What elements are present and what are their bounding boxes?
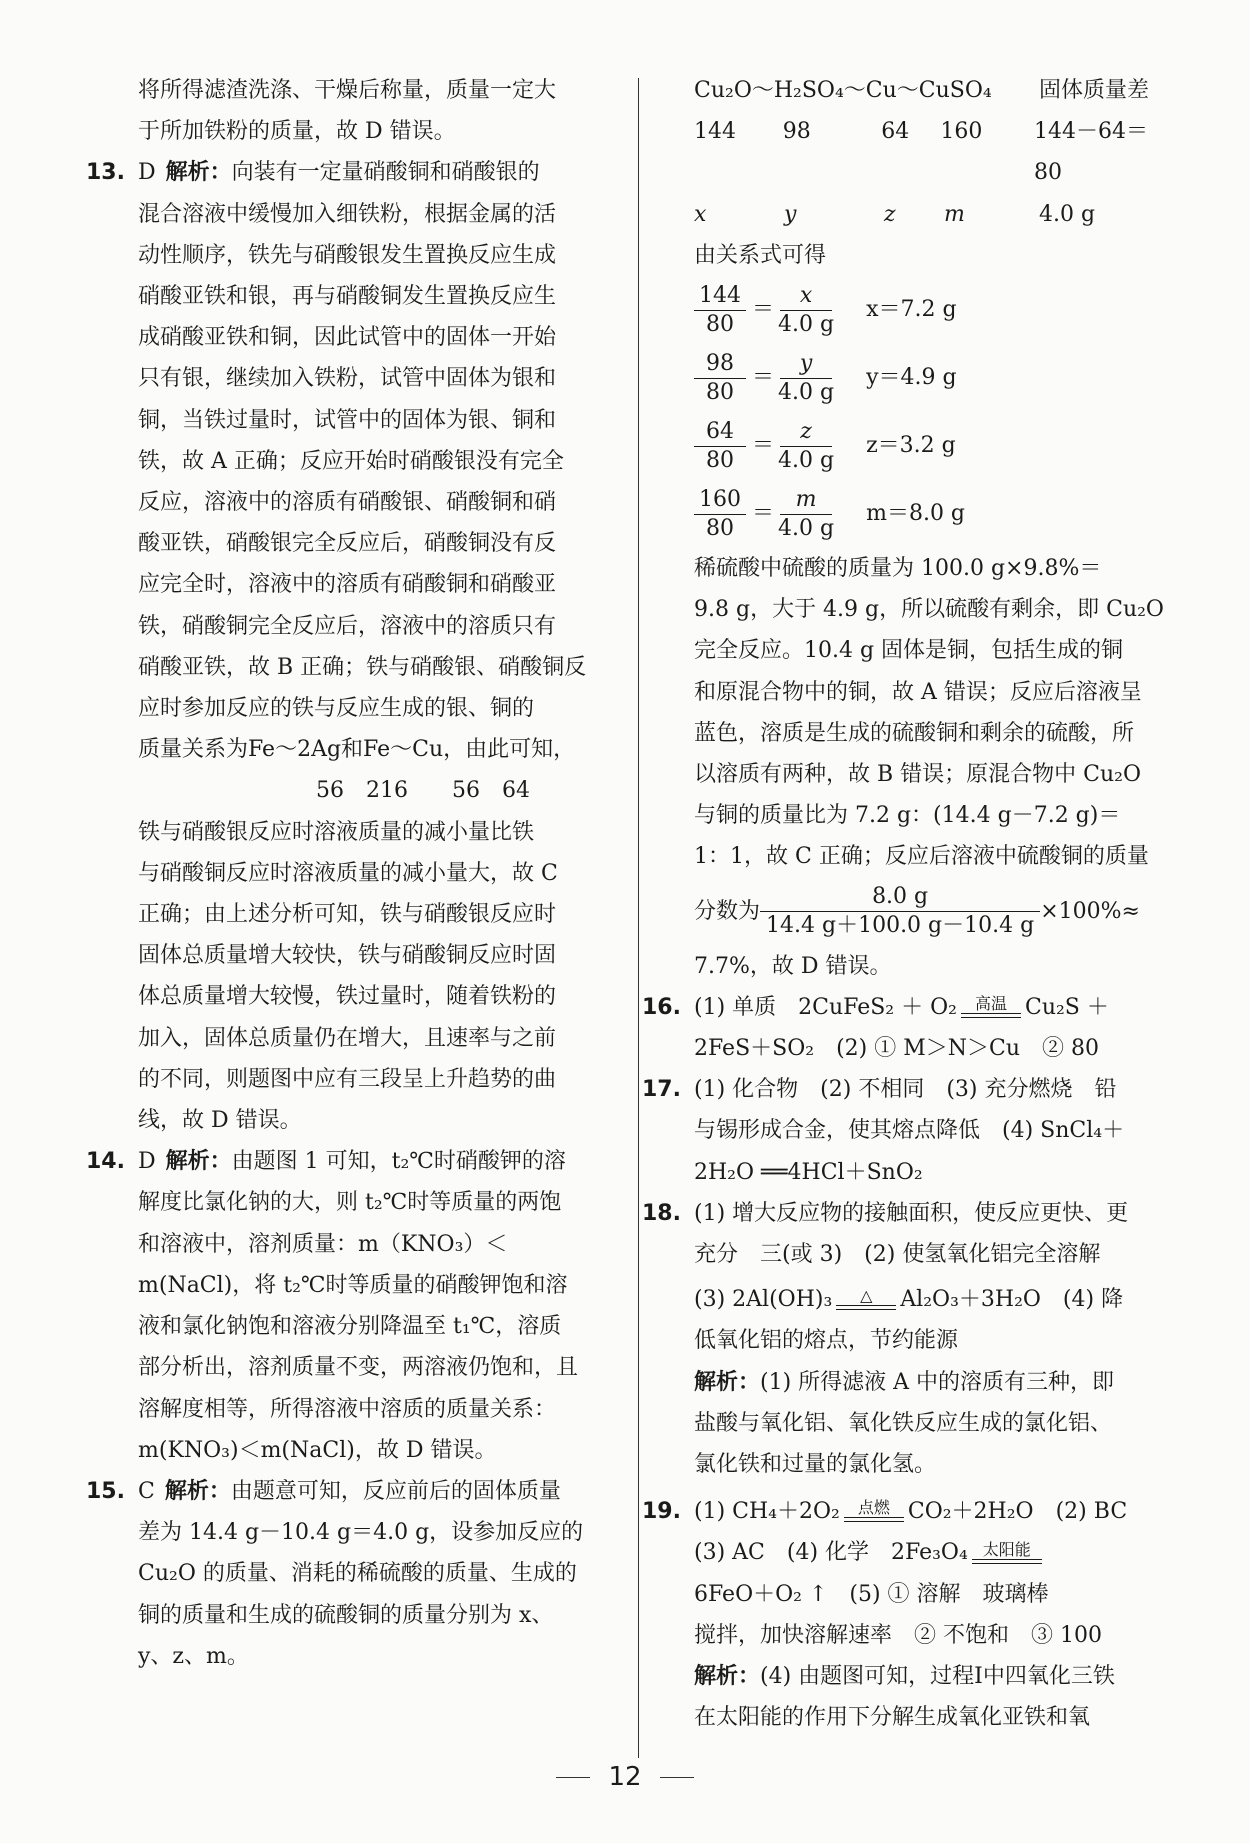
text-line: 于所加铁粉的质量，故 D 错误。 xyxy=(138,119,456,145)
text-line: 固体总质量增大较快，铁与硝酸铜反应时固 xyxy=(138,943,557,969)
text-line: 6FeO＋O₂ ↑ (5) ① 溶解 玻璃棒 xyxy=(694,1581,1049,1607)
footer-dash xyxy=(660,1777,694,1778)
text-line: 与锡形成合金，使其熔点降低 (4) SnCl₄＋ xyxy=(694,1118,1125,1144)
question-number: 16. xyxy=(642,994,681,1020)
frac-num: 160 xyxy=(694,486,746,515)
text-line: Al₂O₃＋3H₂O (4) 降 xyxy=(900,1287,1124,1313)
relation-value: 144 xyxy=(694,119,736,145)
text-line: (3) 2Al(OH)₃ xyxy=(694,1287,833,1313)
text-line: 7.7%，故 D 错误。 xyxy=(694,953,892,979)
frac-num: x xyxy=(780,282,832,311)
reaction-condition: △ xyxy=(860,1286,873,1306)
mass-numbers: 56 216 56 64 xyxy=(316,778,530,804)
relation-var: 4.0 g xyxy=(1039,201,1096,227)
equals-bar xyxy=(961,1013,1021,1018)
text-line: 应时参加反应的铁与反应生成的银、铜的 xyxy=(138,696,535,722)
analysis-label: 解析： xyxy=(165,160,232,186)
left-column xyxy=(86,70,608,1677)
relation-var: m xyxy=(944,201,965,227)
question-number: 15. xyxy=(86,1478,125,1504)
text-line: 以溶质有两种，故 B 错误；原混合物中 Cu₂O xyxy=(694,762,1142,788)
relation-var: x xyxy=(694,201,707,227)
frac-result: x＝7.2 g xyxy=(866,297,957,323)
frac-den: 80 xyxy=(706,515,734,541)
calc-den: 14.4 g＋100.0 g－10.4 g xyxy=(766,913,1035,939)
text-line: 溶解度相等，所得溶液中溶质的质量关系： xyxy=(138,1396,557,1422)
frac-result: m＝8.0 g xyxy=(866,501,966,527)
text-line: 稀硫酸中硫酸的质量为 100.0 g×9.8%＝ xyxy=(694,556,1102,582)
text-line: (3) AC (4) 化学 2Fe₃O₄ xyxy=(694,1540,968,1566)
text-line: 部分析出，溶剂质量不变，两溶液仍饱和，且 xyxy=(138,1355,579,1381)
question-16 xyxy=(642,987,1174,1069)
fraction-equation: $\frac{160}{80}$ ＝ $\frac{m}{4.0 g}$ m＝8.0 g xyxy=(694,480,1174,548)
text-line: 氯化铁和过量的氯化氢。 xyxy=(694,1452,937,1478)
column-divider xyxy=(638,78,639,1758)
answer-letter: C xyxy=(138,1478,155,1504)
text-line: 体总质量增大较慢，铁过量时，随着铁粉的 xyxy=(138,984,557,1010)
equals-bar xyxy=(836,1305,896,1310)
relation-value: 160 xyxy=(940,119,983,145)
fraction-equation: $\frac{64}{80}$ ＝ $\frac{z}{4.0 g}$ z＝3.2 g xyxy=(694,412,1174,480)
frac-num: 144 xyxy=(694,282,746,311)
frac-den: 4.0 g xyxy=(778,311,835,337)
text-line: 质量关系为Fe～2Ag和Fe～Cu，由此可知， xyxy=(138,737,576,763)
text-line: 和原混合物中的铜，故 A 错误；反应后溶液呈 xyxy=(694,679,1142,705)
analysis-label: 解析： xyxy=(694,1369,761,1395)
text-line: 动性顺序，铁先与硝酸银发生置换反应生成 xyxy=(138,242,557,268)
reaction-condition: 点燃 xyxy=(857,1498,890,1518)
reaction-condition: 太阳能 xyxy=(982,1539,1031,1559)
footer-dash xyxy=(556,1777,590,1778)
text-line: 9.8 g，大于 4.9 g，所以硫酸有剩余，即 Cu₂O xyxy=(694,597,1164,623)
question-17 xyxy=(642,1069,1174,1193)
frac-num: y xyxy=(780,350,832,379)
relation-value: 98 xyxy=(782,119,811,145)
text-line: 混合溶液中缓慢加入细铁粉，根据金属的活 xyxy=(138,201,557,227)
frac-num: 98 xyxy=(694,350,746,379)
frac-den: 4.0 g xyxy=(778,447,835,473)
text-line: 由题意可知，反应前后的固体质量 xyxy=(230,1478,561,1504)
frac-den: 80 xyxy=(706,311,734,337)
right-column xyxy=(642,70,1174,1739)
text-line: 蓝色，溶质是生成的硫酸铜和剩余的硫酸，所 xyxy=(694,720,1135,746)
equals-bar xyxy=(972,1559,1042,1564)
relation-row xyxy=(694,70,1174,111)
analysis-label: 解析： xyxy=(694,1664,761,1690)
text-line: 由关系式可得 xyxy=(694,242,827,268)
text-line: 解度比氯化钠的大，则 t₂℃时等质量的两饱 xyxy=(138,1190,562,1216)
calc-prefix: 分数为 xyxy=(694,899,761,925)
text-line: 铜，当铁过量时，试管中的固体为银、铜和 xyxy=(138,407,557,433)
answer-letter: D xyxy=(138,1149,156,1175)
text-line: 铁，硝酸铜完全反应后，溶液中的溶质只有 xyxy=(138,613,557,639)
text-line: 完全反应。10.4 g 固体是铜，包括生成的铜 xyxy=(694,638,1124,664)
text-line: m(NaCl)，将 t₂℃时等质量的硝酸钾饱和溶 xyxy=(138,1272,568,1298)
frac-den: 4.0 g xyxy=(778,515,835,541)
reaction-condition: 高温 xyxy=(974,994,1007,1014)
text-line: (1) 增大反应物的接触面积，使反应更快、更 xyxy=(694,1200,1129,1226)
analysis-label: 解析： xyxy=(164,1478,231,1504)
page-number: 12 xyxy=(608,1762,642,1792)
question-15 xyxy=(86,1471,608,1677)
frac-result: y＝4.9 g xyxy=(866,365,957,391)
question-18 xyxy=(642,1193,1174,1485)
text-line: 向装有一定量硝酸铜和硝酸银的 xyxy=(231,160,540,186)
text-line: (1) 所得滤液 A 中的溶质有三种，即 xyxy=(760,1369,1115,1395)
text-line: 反应，溶液中的溶质有硝酸银、硝酸铜和硝 xyxy=(138,490,557,516)
relation-formula: Cu₂O～H₂SO₄～Cu～CuSO₄ xyxy=(694,78,992,103)
text-line: 与铜的质量比为 7.2 g：(14.4 g－7.2 g)＝ xyxy=(694,803,1121,829)
analysis-label: 解析： xyxy=(165,1149,232,1175)
text-line: Cu₂S ＋ xyxy=(1024,994,1109,1020)
text-line: (4) 由题图可知，过程Ⅰ中四氧化三铁 xyxy=(760,1664,1115,1690)
question-number: 19. xyxy=(642,1499,681,1525)
frac-den: 4.0 g xyxy=(778,379,835,405)
relation-var: y xyxy=(784,201,797,227)
relation-row xyxy=(694,111,1174,193)
text-line: 酸亚铁，硝酸银完全反应后，硝酸铜没有反 xyxy=(138,531,557,557)
text-line: 铁与硝酸银反应时溶液质量的减小量比铁 xyxy=(138,819,535,845)
text-line: 液和氯化钠饱和溶液分别降温至 t₁℃，溶质 xyxy=(138,1314,562,1340)
frac-num: 64 xyxy=(694,418,746,447)
relation-value: 144－64＝80 xyxy=(1034,119,1149,186)
text-line: 差为 14.4 g－10.4 g＝4.0 g，设参加反应的 xyxy=(138,1520,584,1546)
frac-result: z＝3.2 g xyxy=(866,433,956,459)
text-line: 与硝酸铜反应时溶液质量的减小量大，故 C xyxy=(138,860,558,886)
text-line: 只有银，继续加入铁粉，试管中固体为银和 xyxy=(138,366,557,392)
relation-header: 固体质量差 xyxy=(1039,78,1150,103)
question-number: 18. xyxy=(642,1200,681,1226)
relation-value: 64 xyxy=(881,119,910,145)
text-line: m(KNO₃)＜m(NaCl)，故 D 错误。 xyxy=(138,1437,497,1463)
calc-suffix: ×100%≈ xyxy=(1040,899,1140,925)
text-line: 硝酸亚铁，故 B 正确；铁与硝酸银、硝酸铜反 xyxy=(138,654,587,680)
calc-num: 8.0 g xyxy=(760,883,1040,912)
text-line: 铜的质量和生成的硫酸铜的质量分别为 x、 xyxy=(138,1602,554,1628)
fraction-equation: $\frac{144}{80}$ ＝ $\frac{x}{4.0 g}$ x＝7.2 g xyxy=(694,276,1174,344)
frac-num: m xyxy=(780,486,832,515)
text-line: 盐酸与氧化铝、氧化铁反应生成的氯化铝、 xyxy=(694,1410,1113,1436)
page-footer xyxy=(0,1762,1250,1792)
text-line: (1) 化合物 (2) 不相同 (3) 充分燃烧 铅 xyxy=(694,1077,1117,1103)
text-line: (1) 单质 2CuFeS₂ ＋ O₂ xyxy=(694,994,957,1020)
text-line: 硝酸亚铁和银，再与硝酸铜发生置换反应生 xyxy=(138,284,557,310)
text-line: 的不同，则题图中应有三段呈上升趋势的曲 xyxy=(138,1066,557,1092)
text-line: Cu₂O 的质量、消耗的稀硫酸的质量、生成的 xyxy=(138,1561,577,1587)
text-line: 低氧化铝的熔点，节约能源 xyxy=(694,1328,959,1354)
text-line: 由题图 1 可知，t₂℃时硝酸钾的溶 xyxy=(231,1149,566,1175)
text-line: 加入，固体总质量仍在增大，且速率与之前 xyxy=(138,1025,557,1051)
text-line: y、z、m。 xyxy=(138,1643,249,1669)
text-line: 搅拌，加快溶解速率 ② 不饱和 ③ 100 xyxy=(694,1622,1102,1648)
text-line: 将所得滤渣洗涤、干燥后称量，质量一定大 xyxy=(138,78,557,103)
question-14 xyxy=(86,1141,608,1471)
text-line: (1) CH₄＋2O₂ xyxy=(694,1499,840,1525)
question-19 xyxy=(642,1491,1174,1738)
text-line: CO₂＋2H₂O (2) BC xyxy=(907,1499,1128,1525)
question-13 xyxy=(86,152,608,1141)
text-line: 应完全时，溶液中的溶质有硝酸铜和硝酸亚 xyxy=(138,572,557,598)
question-number: 13. xyxy=(86,160,125,186)
text-line: 1：1，故 C 正确；反应后溶液中硫酸铜的质量 xyxy=(694,844,1149,870)
relation-row xyxy=(694,194,1174,235)
question-number: 17. xyxy=(642,1077,681,1103)
frac-den: 80 xyxy=(706,379,734,405)
frac-den: 80 xyxy=(706,447,734,473)
text-line: 2H₂O ══4HCl＋SnO₂ xyxy=(694,1159,923,1185)
relation-var: z xyxy=(884,201,896,227)
text-line: 2FeS＋SO₂ (2) ① M＞N＞Cu ② 80 xyxy=(694,1036,1099,1062)
text-line: 和溶液中，溶剂质量：m（KNO₃）＜ xyxy=(138,1231,508,1257)
equals-bar xyxy=(844,1517,904,1522)
text-line: 充分 三(或 3) (2) 使氢氧化铝完全溶解 xyxy=(694,1242,1101,1268)
text-line: 在太阳能的作用下分解生成氧化亚铁和氧 xyxy=(694,1705,1091,1731)
percent-calculation xyxy=(694,878,1174,946)
fraction-equation: $\frac{98}{80}$ ＝ $\frac{y}{4.0 g}$ y＝4.9 g xyxy=(694,344,1174,412)
text-line: 成硝酸亚铁和铜，因此试管中的固体一开始 xyxy=(138,325,557,351)
text-line: 正确；由上述分析可知，铁与硝酸银反应时 xyxy=(138,902,557,928)
question-number: 14. xyxy=(86,1149,125,1175)
frac-num: z xyxy=(780,418,832,447)
text-line: 铁，故 A 正确；反应开始时硝酸银没有完全 xyxy=(138,448,564,474)
text-line: 线，故 D 错误。 xyxy=(138,1108,302,1134)
answer-letter: D xyxy=(138,160,156,186)
